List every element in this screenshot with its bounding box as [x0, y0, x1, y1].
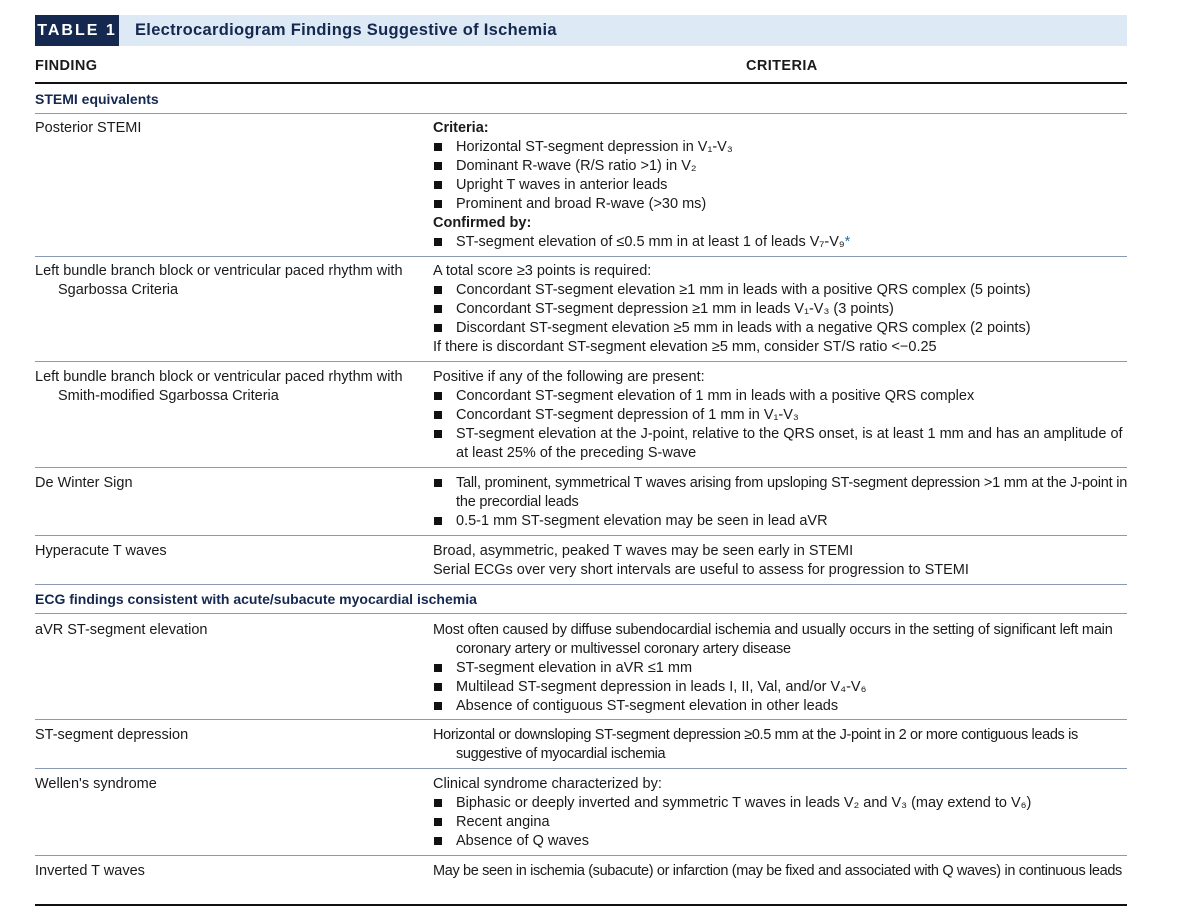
table-title: Electrocardiogram Findings Suggestive of Ischemia — [135, 21, 557, 39]
row-divider — [35, 768, 1127, 769]
table-number-label: TABLE 1 — [35, 15, 119, 46]
list-item: ST-segment elevation of ≤0.5 mm in at least 1 of leads V₇-V₉* — [433, 233, 1129, 252]
list-item: Discordant ST-segment elevation ≥5 mm in leads with a negative QRS complex (2 points) — [433, 319, 1129, 338]
list-item: Recent angina — [433, 813, 1129, 832]
list-item: ST-segment elevation at the J-point, relative to the QRS onset, is at least 1 mm and has an amplitude of at least 25% of the preceding S-wave — [433, 425, 1129, 463]
criteria-cell: A total score ≥3 points is required: Concordant ST-segment elevation ≥1 mm in leads with a positive QRS complex (5 points) Concordant ST-segment depression ≥1 mm in leads V₁-V₃ (3 points) Discordant ST-segment elevation ≥5 mm in leads with a negative QRS complex (2 points) If there is discordant ST-segment elevation ≥5 mm, consider ST/S ratio <−0.25 — [433, 262, 1129, 357]
list-item: Tall, prominent, symmetrical T waves arising from upsloping ST-segment depression >1 mm at the J-point in the precordial leads — [433, 474, 1129, 512]
finding-cell: Left bundle branch block or ventricular paced rhythm with Sgarbossa Criteria — [35, 263, 403, 298]
confirmed-label: Confirmed by: — [433, 215, 532, 231]
row-divider — [35, 584, 1127, 585]
finding-cell: ST-segment depression — [35, 727, 189, 743]
list-item: Absence of Q waves — [433, 832, 1129, 851]
finding-cell: Left bundle branch block or ventricular paced rhythm with Smith-modified Sgarbossa Criteria — [35, 369, 403, 404]
criteria-cell: Positive if any of the following are present: Concordant ST-segment elevation of 1 mm in leads with a positive QRS complex Concordant ST-segment depression of 1 mm in V₁-V₃ ST-segment elevation at the J-point, relative to the QRS onset, is at least 1 mm and has an amplitude of at least 25% of the preceding S-wave — [433, 368, 1129, 463]
section-label-acute-ischemia: ECG findings consistent with acute/subacute myocardial ischemia — [35, 591, 477, 607]
criteria-cell: Most often caused by diffuse subendocardial ischemia and usually occurs in the setting of significant left main coronary artery or multivessel coronary artery disease ST-segment elevation in aVR ≤1 mm Multilead ST-segment depression in leads I, II, Val, and/or V₄-V₆ Absence of contiguous ST-segment elevation in other leads — [433, 621, 1129, 716]
list-item: Concordant ST-segment elevation ≥1 mm in leads with a positive QRS complex (5 points) — [433, 281, 1129, 300]
criteria-cell: Clinical syndrome characterized by: Biphasic or deeply inverted and symmetric T waves in leads V₂ and V₃ (may extend to V₆) Recent angina Absence of Q waves — [433, 775, 1129, 851]
list-item: Concordant ST-segment depression ≥1 mm in leads V₁-V₃ (3 points) — [433, 300, 1129, 319]
criteria-label: Criteria: — [433, 120, 489, 136]
row-divider — [35, 361, 1127, 362]
list-item: Biphasic or deeply inverted and symmetric T waves in leads V₂ and V₃ (may extend to V₆) — [433, 794, 1129, 813]
list-item: Prominent and broad R-wave (>30 ms) — [433, 195, 1129, 214]
list-item: Dominant R-wave (R/S ratio >1) in V₂ — [433, 157, 1129, 176]
criteria-cell — [433, 119, 1129, 252]
row-divider — [35, 855, 1127, 856]
footnote-asterisk: * — [844, 234, 851, 250]
row-divider — [35, 467, 1127, 468]
finding-cell: Inverted T waves — [35, 863, 145, 879]
row-divider — [35, 719, 1127, 720]
list-item: Absence of contiguous ST-segment elevation in other leads — [433, 697, 1129, 716]
row-divider — [35, 256, 1127, 257]
table-bottom-rule — [35, 904, 1127, 906]
column-header-finding: FINDING — [35, 58, 98, 74]
criteria-cell: Horizontal or downsloping ST-segment depression ≥0.5 mm at the J-point in 2 or more contiguous leads is suggestive of myocardial ischemia — [433, 727, 1078, 762]
row-divider — [35, 613, 1127, 614]
list-item: Upright T waves in anterior leads — [433, 176, 1129, 195]
section-label-stemi-equivalents: STEMI equivalents — [35, 91, 159, 107]
finding-cell: aVR ST-segment elevation — [35, 622, 208, 638]
criteria-cell — [433, 474, 1129, 531]
criteria-cell: Broad, asymmetric, peaked T waves may be seen early in STEMI Serial ECGs over very short intervals are useful to assess for progression to STEMI — [433, 543, 969, 578]
finding-cell: Hyperacute T waves — [35, 543, 167, 559]
list-item: 0.5-1 mm ST-segment elevation may be seen in lead aVR — [433, 512, 1129, 531]
list-item: Horizontal ST-segment depression in V₁-V₃ — [433, 138, 1129, 157]
header-rule — [35, 82, 1127, 84]
table-title-bar — [35, 15, 1127, 46]
list-item: Concordant ST-segment depression of 1 mm in V₁-V₃ — [433, 406, 1129, 425]
column-header-criteria: CRITERIA — [746, 58, 818, 74]
row-divider — [35, 113, 1127, 114]
criteria-cell: May be seen in ischemia (subacute) or infarction (may be fixed and associated with Q waves) in continuous leads — [433, 863, 1122, 879]
row-divider — [35, 535, 1127, 536]
finding-cell: Wellen's syndrome — [35, 776, 157, 792]
finding-cell: Posterior STEMI — [35, 120, 142, 136]
list-item: ST-segment elevation in aVR ≤1 mm — [433, 659, 1129, 678]
list-item: Concordant ST-segment elevation of 1 mm in leads with a positive QRS complex — [433, 387, 1129, 406]
list-item: Multilead ST-segment depression in leads I, II, Val, and/or V₄-V₆ — [433, 678, 1129, 697]
finding-cell: De Winter Sign — [35, 475, 133, 491]
